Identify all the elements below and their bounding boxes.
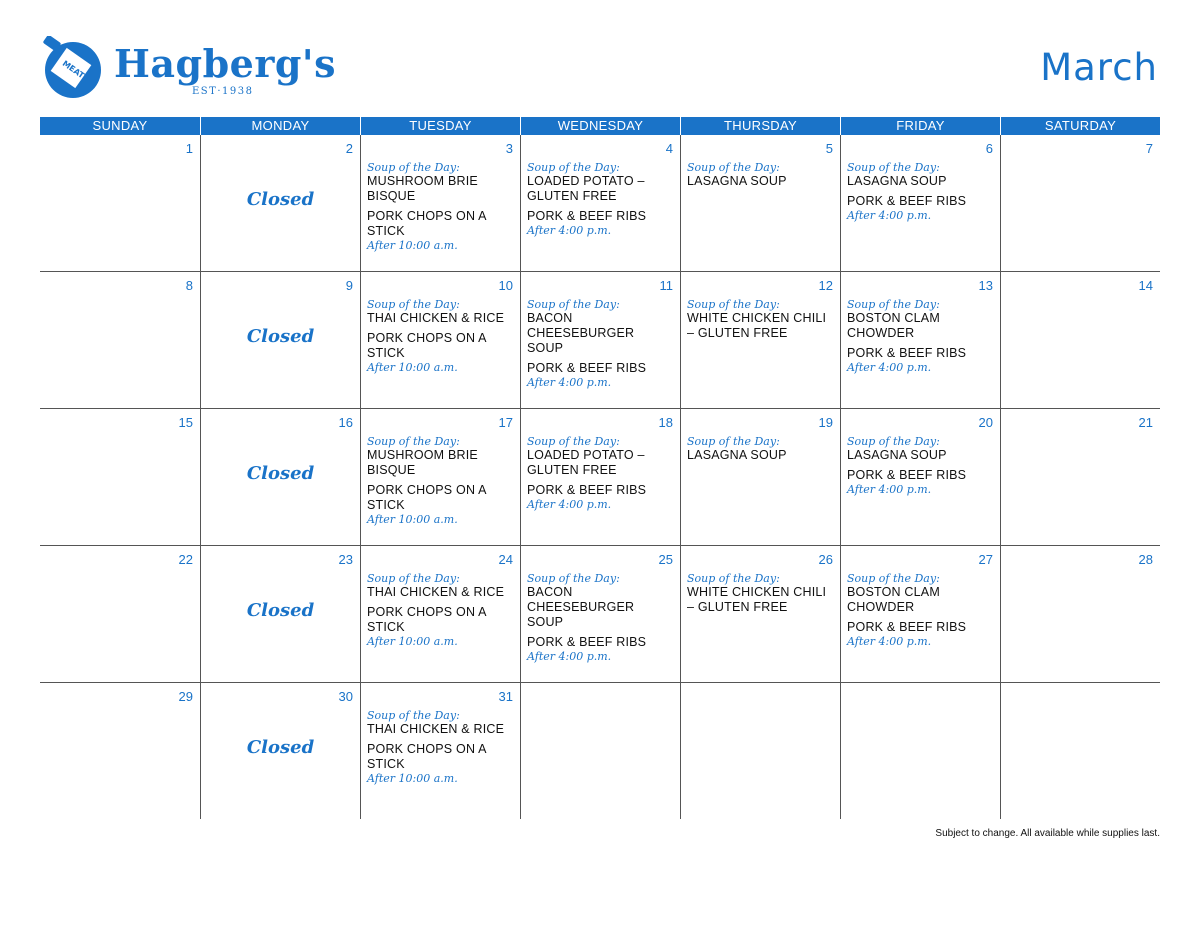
soup-of-day-label: Soup of the Day:	[367, 572, 460, 585]
day-menu	[527, 573, 674, 664]
day-number: 22	[178, 552, 193, 567]
day-cell	[360, 135, 520, 271]
day-number: 20	[978, 415, 993, 430]
calendar-week	[40, 546, 1160, 683]
day-cell	[680, 683, 840, 819]
day-cell	[680, 546, 840, 682]
weekday-thursday: THURSDAY	[680, 117, 840, 135]
day-cell	[680, 135, 840, 271]
day-cell	[840, 683, 1000, 819]
calendar-week	[40, 409, 1160, 546]
calendar-week	[40, 683, 1160, 819]
day-cell	[1000, 683, 1160, 819]
weekday-monday: MONDAY	[200, 117, 360, 135]
special-item: PORK & BEEF RIBS	[527, 483, 647, 497]
soup-name: THAI CHICKEN & RICE	[367, 585, 505, 599]
day-cell	[680, 409, 840, 545]
special-time: After 4:00 p.m.	[847, 483, 932, 496]
day-cell	[200, 546, 360, 682]
day-cell	[1000, 409, 1160, 545]
special-item: PORK & BEEF RIBS	[527, 209, 647, 223]
day-number: 31	[498, 689, 513, 704]
special-time: After 10:00 a.m.	[367, 772, 458, 785]
day-number: 28	[1138, 552, 1153, 567]
day-number: 4	[665, 141, 673, 156]
soup-name: MUSHROOM BRIE BISQUE	[367, 448, 478, 477]
soup-name: WHITE CHICKEN CHILI – GLUTEN FREE	[687, 311, 827, 340]
day-number: 9	[345, 278, 353, 293]
special-time: After 10:00 a.m.	[367, 239, 458, 252]
day-cell	[360, 683, 520, 819]
closed-label: Closed	[246, 600, 315, 621]
day-menu	[367, 299, 514, 375]
day-cell	[520, 683, 680, 819]
day-number: 14	[1138, 278, 1153, 293]
day-cell	[360, 409, 520, 545]
soup-of-day-label: Soup of the Day:	[527, 298, 620, 311]
day-number: 24	[498, 552, 513, 567]
soup-name: MUSHROOM BRIE BISQUE	[367, 174, 478, 203]
day-cell	[40, 272, 200, 408]
soup-name: LASAGNA SOUP	[847, 174, 947, 188]
day-menu	[527, 299, 674, 390]
calendar-week	[40, 135, 1160, 272]
weekday-header	[40, 117, 1160, 135]
closed-label: Closed	[246, 189, 315, 210]
day-number: 3	[505, 141, 513, 156]
day-cell	[840, 409, 1000, 545]
day-cell	[200, 272, 360, 408]
special-item: PORK CHOPS ON A STICK	[367, 209, 487, 238]
day-number: 18	[658, 415, 673, 430]
day-number: 11	[659, 278, 673, 293]
day-cell	[40, 409, 200, 545]
weekday-saturday: SATURDAY	[1000, 117, 1160, 135]
day-cell	[200, 683, 360, 819]
day-number: 19	[818, 415, 833, 430]
closed-label: Closed	[246, 326, 315, 347]
special-item: PORK & BEEF RIBS	[847, 620, 967, 634]
special-item: PORK & BEEF RIBS	[527, 361, 647, 375]
soup-name: BOSTON CLAM CHOWDER	[847, 311, 940, 340]
soup-name: LOADED POTATO – GLUTEN FREE	[527, 448, 645, 477]
soup-of-day-label: Soup of the Day:	[527, 572, 620, 585]
day-number: 8	[185, 278, 193, 293]
day-cell	[520, 409, 680, 545]
soup-of-day-label: Soup of the Day:	[687, 572, 780, 585]
brand-established: EST·1938	[192, 86, 254, 97]
day-number: 23	[338, 552, 353, 567]
day-menu	[687, 299, 834, 341]
weekday-sunday: SUNDAY	[92, 118, 148, 133]
soup-name: LOADED POTATO – GLUTEN FREE	[527, 174, 645, 203]
weekday-tuesday: TUESDAY	[360, 117, 520, 135]
soup-of-day-label: Soup of the Day:	[847, 161, 940, 174]
day-number: 27	[978, 552, 993, 567]
day-cell	[840, 546, 1000, 682]
soup-of-day-label: Soup of the Day:	[847, 298, 940, 311]
day-menu	[847, 299, 994, 375]
disclaimer: Subject to change. All available while supplies last.	[935, 828, 1160, 839]
day-number: 7	[1145, 141, 1153, 156]
closed-label: Closed	[246, 737, 315, 758]
day-menu	[687, 162, 834, 189]
calendar-week	[40, 272, 1160, 409]
day-menu	[847, 436, 994, 497]
soup-name: LASAGNA SOUP	[687, 174, 787, 188]
soup-of-day-label: Soup of the Day:	[367, 435, 460, 448]
day-number: 5	[825, 141, 833, 156]
soup-of-day-label: Soup of the Day:	[687, 298, 780, 311]
soup-name: BACON CHEESEBURGER SOUP	[527, 311, 635, 355]
soup-of-day-label: Soup of the Day:	[847, 435, 940, 448]
day-number: 26	[818, 552, 833, 567]
day-number: 15	[178, 415, 193, 430]
special-time: After 10:00 a.m.	[367, 635, 458, 648]
day-number: 13	[978, 278, 993, 293]
closed-label: Closed	[246, 463, 315, 484]
day-number: 1	[185, 141, 193, 156]
day-cell	[520, 135, 680, 271]
weekday-wednesday: WEDNESDAY	[520, 117, 680, 135]
day-number: 29	[178, 689, 193, 704]
soup-of-day-label: Soup of the Day:	[367, 161, 460, 174]
soup-name: THAI CHICKEN & RICE	[367, 311, 505, 325]
day-cell	[520, 272, 680, 408]
special-time: After 4:00 p.m.	[527, 650, 612, 663]
day-cell	[200, 135, 360, 271]
special-item: PORK CHOPS ON A STICK	[367, 605, 487, 634]
day-menu	[847, 573, 994, 649]
special-time: After 4:00 p.m.	[847, 209, 932, 222]
soup-of-day-label: Soup of the Day:	[527, 161, 620, 174]
day-cell	[680, 272, 840, 408]
calendar-weeks	[40, 135, 1160, 819]
soup-name: THAI CHICKEN & RICE	[367, 722, 505, 736]
day-menu	[687, 436, 834, 463]
day-cell	[40, 135, 200, 271]
soup-name: WHITE CHICKEN CHILI – GLUTEN FREE	[687, 585, 827, 614]
day-cell	[1000, 546, 1160, 682]
weekday-friday: FRIDAY	[840, 117, 1000, 135]
soup-of-day-label: Soup of the Day:	[527, 435, 620, 448]
special-time: After 10:00 a.m.	[367, 513, 458, 526]
day-menu	[527, 436, 674, 512]
day-cell	[360, 272, 520, 408]
special-time: After 4:00 p.m.	[527, 498, 612, 511]
svg-text:MEAT: MEAT	[60, 58, 86, 81]
day-number: 21	[1138, 415, 1153, 430]
meat-place-badge-icon	[40, 36, 106, 100]
soup-of-day-label: Soup of the Day:	[687, 435, 780, 448]
day-menu	[367, 573, 514, 649]
day-number: 30	[338, 689, 353, 704]
soup-name: LASAGNA SOUP	[847, 448, 947, 462]
day-number: 6	[985, 141, 993, 156]
day-number: 2	[345, 141, 353, 156]
day-cell	[200, 409, 360, 545]
day-number: 17	[498, 415, 513, 430]
day-number: 10	[498, 278, 513, 293]
day-cell	[840, 272, 1000, 408]
day-menu	[847, 162, 994, 223]
day-menu	[367, 710, 514, 786]
special-item: PORK & BEEF RIBS	[527, 635, 647, 649]
special-time: After 10:00 a.m.	[367, 361, 458, 374]
special-time: After 4:00 p.m.	[527, 376, 612, 389]
calendar-grid	[40, 117, 1160, 819]
special-item: PORK & BEEF RIBS	[847, 468, 967, 482]
soup-name: BOSTON CLAM CHOWDER	[847, 585, 940, 614]
soup-of-day-label: Soup of the Day:	[367, 298, 460, 311]
brand-name: Hagberg's	[114, 41, 336, 86]
soup-of-day-label: Soup of the Day:	[847, 572, 940, 585]
special-item: PORK & BEEF RIBS	[847, 346, 967, 360]
special-item: PORK & BEEF RIBS	[847, 194, 967, 208]
special-time: After 4:00 p.m.	[847, 635, 932, 648]
day-menu	[367, 436, 514, 527]
day-cell	[360, 546, 520, 682]
day-cell	[1000, 135, 1160, 271]
day-number: 12	[818, 278, 833, 293]
brand-logo	[40, 36, 336, 100]
soup-name: BACON CHEESEBURGER SOUP	[527, 585, 635, 629]
day-cell	[520, 546, 680, 682]
special-item: PORK CHOPS ON A STICK	[367, 483, 487, 512]
day-menu	[367, 162, 514, 253]
day-menu	[687, 573, 834, 615]
day-cell	[40, 546, 200, 682]
special-time: After 4:00 p.m.	[527, 224, 612, 237]
day-number: 16	[338, 415, 353, 430]
day-cell	[40, 683, 200, 819]
day-cell	[1000, 272, 1160, 408]
month-title: March	[1040, 46, 1158, 89]
special-item: PORK CHOPS ON A STICK	[367, 331, 487, 360]
special-time: After 4:00 p.m.	[847, 361, 932, 374]
soup-of-day-label: Soup of the Day:	[687, 161, 780, 174]
soup-of-day-label: Soup of the Day:	[367, 709, 460, 722]
day-number: 25	[658, 552, 673, 567]
soup-name: LASAGNA SOUP	[687, 448, 787, 462]
special-item: PORK CHOPS ON A STICK	[367, 742, 487, 771]
day-menu	[527, 162, 674, 238]
day-cell	[840, 135, 1000, 271]
